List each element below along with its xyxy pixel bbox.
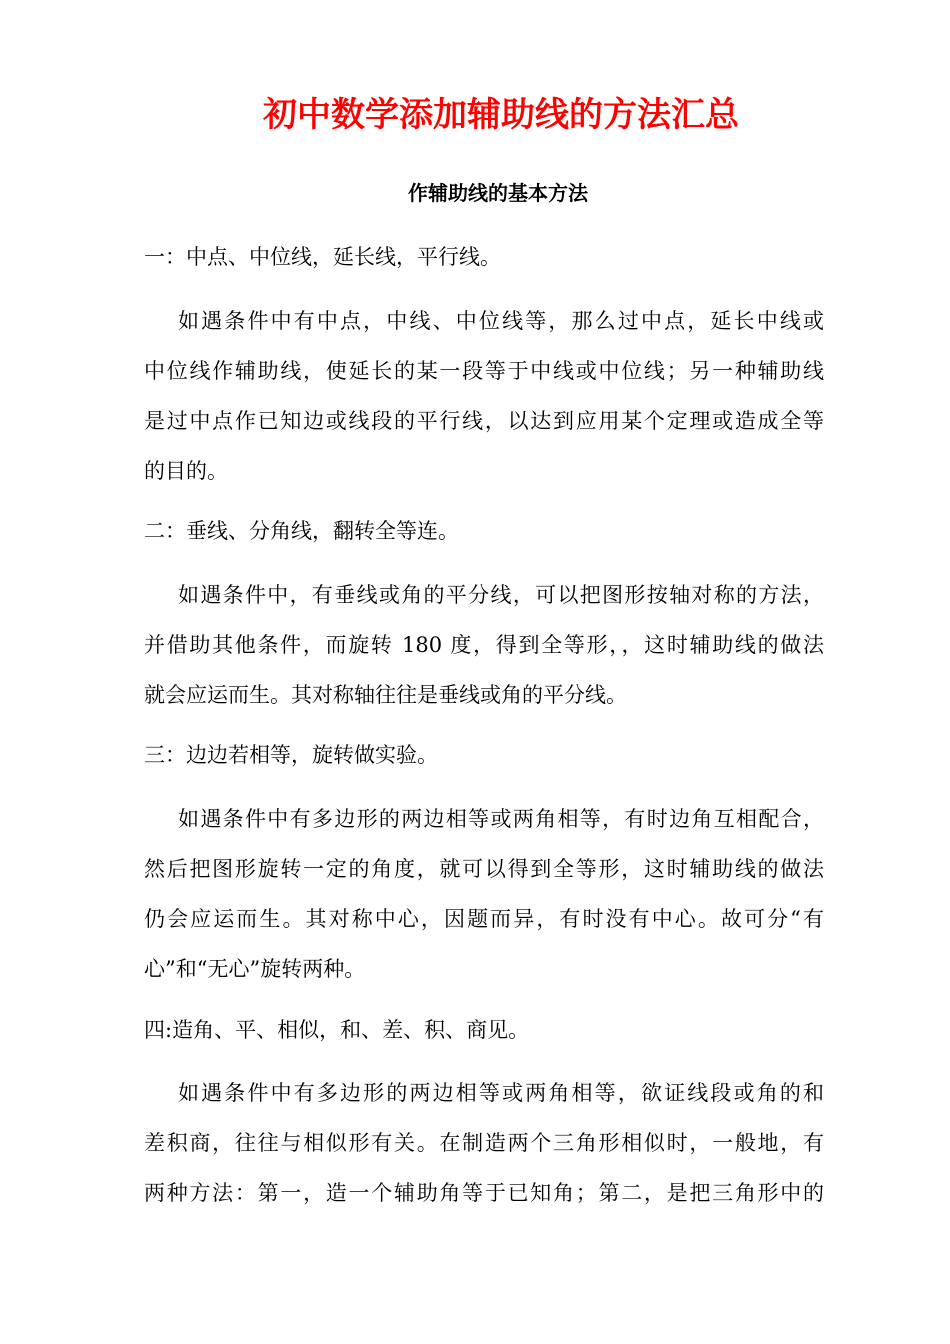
paragraph-line: 差积商，往往与相似形有关。在制造两个三角形相似时，一般地，有 [144,1131,824,1155]
paragraph-line: 的目的。 [144,459,228,483]
section-heading-2: 二：垂线、分角线，翻转全等连。 [144,519,459,543]
paragraph-line: 如遇条件中有中点，中线、中位线等，那么过中点，延长中线或 [178,309,824,333]
paragraph-line: 仍会应运而生。其对称中心，因题而异，有时没有中心。故可分“有 [144,907,824,931]
paragraph-line: 两种方法：第一，造一个辅助角等于已知角；第二，是把三角形中的 [144,1181,824,1205]
section-paragraph-4 [144,1068,824,1218]
paragraph-line: 是过中点作已知边或线段的平行线，以达到应用某个定理或造成全等 [144,409,824,433]
paragraph-line: 并借助其他条件，而旋转 180 度，得到全等形，，这时辅助线的做法 [144,633,824,657]
paragraph-line: 中位线作辅助线，使延长的某一段等于中线或中位线；另一种辅助线 [144,359,824,383]
paragraph-line: 就会应运而生。其对称轴往往是垂线或角的平分线。 [144,683,627,707]
paragraph-line: 如遇条件中有多边形的两边相等或两角相等，欲证线段或角的和 [178,1081,824,1105]
paragraph-line: 如遇条件中，有垂线或角的平分线，可以把图形按轴对称的方法， [178,583,824,607]
section-paragraph-3 [144,794,824,994]
section-paragraph-1 [144,296,824,496]
paragraph-line: 如遇条件中有多边形的两边相等或两角相等，有时边角互相配合， [178,807,824,831]
document-title: 初中数学添加辅助线的方法汇总 [263,95,739,135]
document-subtitle: 作辅助线的基本方法 [408,181,588,205]
section-heading-4: 四:造角、平、相似，和、差、积、商见。 [144,1018,530,1042]
paragraph-line: 然后把图形旋转一定的角度，就可以得到全等形，这时辅助线的做法 [144,857,824,881]
paragraph-line: 心”和“无心”旋转两种。 [144,957,366,981]
section-paragraph-2 [144,570,824,720]
section-heading-1: 一：中点、中位线，延长线，平行线。 [144,245,501,269]
section-heading-3: 三：边边若相等，旋转做实验。 [144,743,438,767]
